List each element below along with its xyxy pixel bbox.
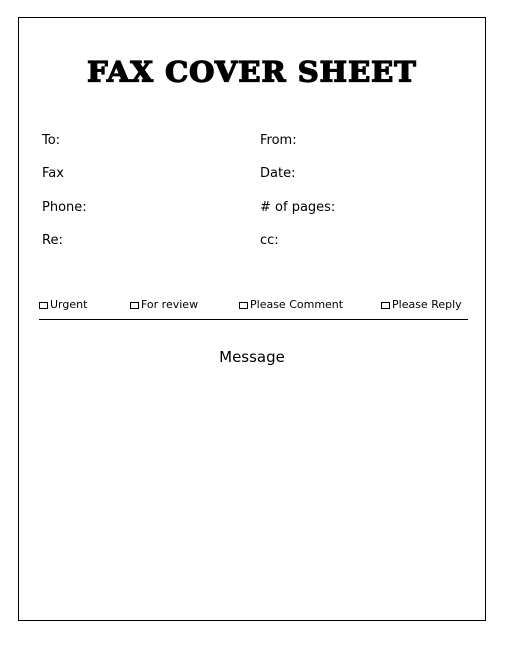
to-field[interactable]: To: (42, 133, 61, 148)
re-field[interactable]: Re: (42, 233, 63, 248)
message-heading: Message (219, 348, 285, 366)
status-options (19, 297, 485, 313)
for-review-label: For review (141, 298, 199, 311)
date-field[interactable]: Date: (260, 166, 296, 181)
urgent-label: Urgent (50, 298, 88, 311)
please-reply-checkbox[interactable] (381, 302, 390, 309)
message-area[interactable] (39, 374, 468, 610)
option-please-reply[interactable] (381, 297, 462, 313)
option-please-comment[interactable] (239, 297, 343, 313)
urgent-checkbox[interactable] (39, 302, 48, 309)
divider (39, 319, 468, 320)
page-title: FAX COVER SHEET (87, 55, 417, 89)
option-urgent[interactable] (39, 297, 87, 313)
option-for-review[interactable] (130, 297, 198, 313)
pages-field[interactable]: # of pages: (260, 200, 336, 215)
cc-field[interactable]: cc: (260, 233, 279, 248)
phone-field[interactable]: Phone: (42, 200, 87, 215)
please-comment-label: Please Comment (250, 298, 344, 311)
please-reply-label: Please Reply (392, 298, 462, 311)
from-field[interactable]: From: (260, 133, 297, 148)
fax-field[interactable]: Fax (42, 166, 64, 181)
for-review-checkbox[interactable] (130, 302, 139, 309)
please-comment-checkbox[interactable] (239, 302, 248, 309)
fax-cover-sheet (18, 17, 486, 621)
